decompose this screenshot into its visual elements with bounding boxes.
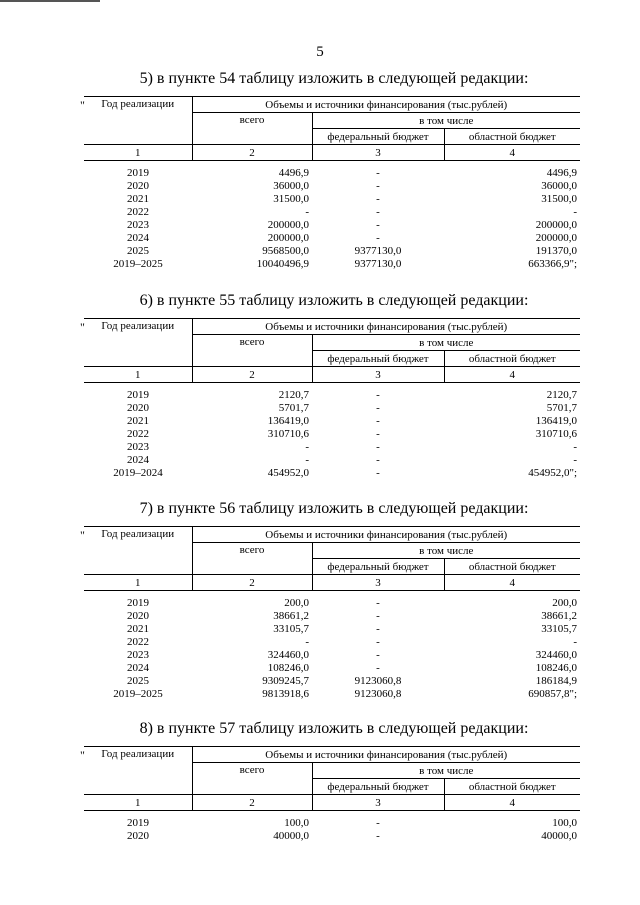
cell-federal: - bbox=[376, 402, 380, 414]
cell-total: 108246,0 bbox=[267, 662, 309, 674]
cell-total: 310710,6 bbox=[267, 428, 309, 440]
cell-regional: 40000,0 bbox=[541, 830, 578, 842]
header-total: всего bbox=[192, 763, 312, 795]
header-regional: областной бюджет bbox=[444, 351, 580, 367]
header-federal: федеральный бюджет bbox=[312, 351, 444, 367]
cell-federal: 9123060,8 bbox=[354, 675, 402, 687]
table-row bbox=[84, 817, 580, 830]
cell-federal: - bbox=[376, 817, 380, 829]
table-row bbox=[84, 167, 580, 180]
cell-year: 2023 bbox=[127, 649, 149, 661]
section-heading: 7) в пункте 56 таблицу изложить в следующей редакции: bbox=[139, 500, 529, 517]
cell-total: 5701,7 bbox=[278, 402, 309, 414]
cell-regional: 454952,0"; bbox=[528, 467, 578, 479]
opening-quote: " bbox=[80, 528, 85, 542]
header-federal: федеральный бюджет bbox=[312, 559, 444, 575]
cell-federal: - bbox=[376, 636, 380, 648]
cell-federal: - bbox=[376, 180, 380, 192]
cell-total: - bbox=[305, 636, 309, 648]
cell-total: 200,0 bbox=[284, 597, 309, 609]
table-row bbox=[84, 245, 580, 258]
cell-federal: - bbox=[376, 415, 380, 427]
table-row bbox=[84, 180, 580, 193]
header-year: Год реализации bbox=[84, 97, 192, 145]
cell-total: 4496,9 bbox=[278, 167, 309, 179]
cell-regional: 310710,6 bbox=[535, 428, 578, 440]
page-number: 5 bbox=[316, 44, 324, 60]
header-federal: федеральный бюджет bbox=[312, 129, 444, 145]
header-regional: областной бюджет bbox=[444, 129, 580, 145]
financing-table bbox=[84, 96, 580, 271]
section-heading: 5) в пункте 54 таблицу изложить в следующей редакции: bbox=[139, 70, 529, 87]
cell-regional: 200000,0 bbox=[535, 232, 578, 244]
header-volumes: Объемы и источники финансирования (тыс.рублей) bbox=[192, 319, 580, 335]
amendment-section bbox=[80, 292, 584, 480]
cell-total: 36000,0 bbox=[273, 180, 309, 192]
table-row bbox=[84, 389, 580, 402]
cell-federal: - bbox=[376, 167, 380, 179]
cell-federal: 9377130,0 bbox=[354, 245, 402, 257]
section-heading: 6) в пункте 55 таблицу изложить в следующей редакции: bbox=[139, 292, 529, 309]
cell-year: 2023 bbox=[127, 219, 149, 231]
cell-year: 2025 bbox=[127, 245, 149, 257]
header-including: в том числе bbox=[312, 113, 580, 129]
column-number: 2 bbox=[192, 575, 312, 591]
table-row bbox=[84, 402, 580, 415]
financing-table bbox=[84, 526, 580, 701]
cell-total: 9309245,7 bbox=[262, 675, 309, 687]
cell-regional: - bbox=[573, 454, 578, 466]
header-regional: областной бюджет bbox=[444, 559, 580, 575]
header-total: всего bbox=[192, 543, 312, 575]
cell-regional: 100,0 bbox=[552, 817, 578, 829]
column-number: 1 bbox=[84, 575, 192, 591]
table-row bbox=[84, 428, 580, 441]
column-number: 1 bbox=[84, 145, 192, 161]
cell-federal: - bbox=[376, 441, 380, 453]
cell-year: 2020 bbox=[127, 402, 149, 414]
cell-federal: - bbox=[376, 428, 380, 440]
amendment-section bbox=[80, 720, 584, 843]
scan-edge-line bbox=[0, 0, 100, 2]
cell-federal: - bbox=[376, 454, 380, 466]
table-row bbox=[84, 467, 580, 480]
column-number: 1 bbox=[84, 367, 192, 383]
cell-regional: 31500,0 bbox=[541, 193, 578, 205]
cell-year: 2019 bbox=[127, 167, 149, 179]
cell-total: 324460,0 bbox=[267, 649, 309, 661]
opening-quote: " bbox=[80, 748, 85, 762]
cell-regional: 690857,8"; bbox=[528, 688, 578, 700]
cell-year: 2021 bbox=[127, 415, 149, 427]
header-volumes: Объемы и источники финансирования (тыс.рублей) bbox=[192, 527, 580, 543]
cell-total: 2120,7 bbox=[278, 389, 309, 401]
cell-federal: - bbox=[376, 206, 380, 218]
cell-regional: 36000,0 bbox=[541, 180, 578, 192]
header-total: всего bbox=[192, 113, 312, 145]
cell-regional: 663366,9"; bbox=[528, 258, 578, 270]
table-row bbox=[84, 623, 580, 636]
cell-federal: - bbox=[376, 219, 380, 231]
column-number: 4 bbox=[444, 575, 580, 591]
cell-regional: 136419,0 bbox=[535, 415, 578, 427]
cell-regional: - bbox=[573, 206, 578, 218]
cell-year: 2023 bbox=[127, 441, 149, 453]
cell-federal: - bbox=[376, 193, 380, 205]
cell-year: 2021 bbox=[127, 193, 149, 205]
cell-year: 2022 bbox=[127, 428, 149, 440]
cell-regional: 38661,2 bbox=[541, 610, 578, 622]
table-row bbox=[84, 415, 580, 428]
header-year: Год реализации bbox=[84, 527, 192, 575]
cell-regional: 200,0 bbox=[552, 597, 578, 609]
table-row bbox=[84, 830, 580, 843]
table-row bbox=[84, 193, 580, 206]
table-row bbox=[84, 258, 580, 271]
cell-total: 200000,0 bbox=[267, 232, 309, 244]
cell-year: 2020 bbox=[127, 610, 149, 622]
cell-year: 2019–2025 bbox=[113, 258, 163, 270]
cell-regional: 4496,9 bbox=[546, 167, 578, 179]
cell-regional: 200000,0 bbox=[535, 219, 578, 231]
cell-regional: 186184,9 bbox=[535, 675, 578, 687]
cell-year: 2020 bbox=[127, 830, 149, 842]
table-row bbox=[84, 206, 580, 219]
cell-federal: - bbox=[376, 649, 380, 661]
cell-federal: - bbox=[376, 662, 380, 674]
cell-year: 2019–2025 bbox=[113, 688, 163, 700]
header-federal: федеральный бюджет bbox=[312, 779, 444, 795]
cell-year: 2024 bbox=[127, 232, 149, 244]
column-number: 3 bbox=[312, 145, 444, 161]
cell-regional: 324460,0 bbox=[535, 649, 578, 661]
cell-federal: - bbox=[376, 623, 380, 635]
amendment-section bbox=[80, 70, 584, 271]
cell-total: 454952,0 bbox=[267, 467, 309, 479]
cell-total: 9568500,0 bbox=[262, 245, 309, 257]
header-year: Год реализации bbox=[84, 319, 192, 367]
cell-federal: 9377130,0 bbox=[354, 258, 402, 270]
column-number: 4 bbox=[444, 145, 580, 161]
cell-total: - bbox=[305, 206, 309, 218]
cell-year: 2019 bbox=[127, 817, 149, 829]
column-number: 3 bbox=[312, 367, 444, 383]
cell-regional: - bbox=[573, 636, 578, 648]
cell-total: 31500,0 bbox=[273, 193, 309, 205]
cell-total: 38661,2 bbox=[273, 610, 309, 622]
cell-regional: 33105,7 bbox=[541, 623, 578, 635]
cell-total: - bbox=[305, 454, 309, 466]
cell-year: 2022 bbox=[127, 636, 149, 648]
section-heading: 8) в пункте 57 таблицу изложить в следующей редакции: bbox=[139, 720, 529, 737]
cell-federal: - bbox=[376, 610, 380, 622]
cell-regional: 191370,0 bbox=[535, 245, 578, 257]
cell-total: - bbox=[305, 441, 309, 453]
table-row bbox=[84, 662, 580, 675]
table-row bbox=[84, 597, 580, 610]
table-row bbox=[84, 610, 580, 623]
cell-year: 2019 bbox=[127, 389, 149, 401]
financing-table bbox=[84, 746, 580, 843]
column-number: 2 bbox=[192, 367, 312, 383]
cell-regional: - bbox=[573, 441, 578, 453]
cell-federal: - bbox=[376, 389, 380, 401]
column-number: 2 bbox=[192, 795, 312, 811]
cell-year: 2025 bbox=[127, 675, 149, 687]
opening-quote: " bbox=[80, 98, 85, 112]
cell-total: 200000,0 bbox=[267, 219, 309, 231]
column-number: 1 bbox=[84, 795, 192, 811]
header-including: в том числе bbox=[312, 335, 580, 351]
header-including: в том числе bbox=[312, 543, 580, 559]
cell-total: 9813918,6 bbox=[262, 688, 309, 700]
cell-year: 2024 bbox=[127, 662, 149, 674]
cell-total: 10040496,9 bbox=[256, 258, 309, 270]
header-year: Год реализации bbox=[84, 747, 192, 795]
cell-federal: 9123060,8 bbox=[354, 688, 402, 700]
cell-regional: 5701,7 bbox=[546, 402, 578, 414]
amendment-section bbox=[80, 500, 584, 701]
cell-regional: 2120,7 bbox=[546, 389, 578, 401]
cell-year: 2019 bbox=[127, 597, 149, 609]
header-volumes: Объемы и источники финансирования (тыс.рублей) bbox=[192, 747, 580, 763]
cell-year: 2024 bbox=[127, 454, 149, 466]
cell-year: 2021 bbox=[127, 623, 149, 635]
table-row bbox=[84, 636, 580, 649]
cell-federal: - bbox=[376, 830, 380, 842]
cell-year: 2020 bbox=[127, 180, 149, 192]
column-number: 4 bbox=[444, 795, 580, 811]
financing-table bbox=[84, 318, 580, 480]
opening-quote: " bbox=[80, 320, 85, 334]
table-row bbox=[84, 441, 580, 454]
column-number: 4 bbox=[444, 367, 580, 383]
cell-total: 100,0 bbox=[284, 817, 309, 829]
cell-federal: - bbox=[376, 232, 380, 244]
cell-federal: - bbox=[376, 467, 380, 479]
cell-total: 33105,7 bbox=[273, 623, 309, 635]
table-row bbox=[84, 649, 580, 662]
column-number: 2 bbox=[192, 145, 312, 161]
table-row bbox=[84, 454, 580, 467]
table-row bbox=[84, 219, 580, 232]
cell-total: 40000,0 bbox=[273, 830, 309, 842]
header-including: в том числе bbox=[312, 763, 580, 779]
table-row bbox=[84, 675, 580, 688]
header-volumes: Объемы и источники финансирования (тыс.рублей) bbox=[192, 97, 580, 113]
cell-federal: - bbox=[376, 597, 380, 609]
column-number: 3 bbox=[312, 795, 444, 811]
header-regional: областной бюджет bbox=[444, 779, 580, 795]
table-row bbox=[84, 232, 580, 245]
column-number: 3 bbox=[312, 575, 444, 591]
cell-total: 136419,0 bbox=[267, 415, 309, 427]
table-row bbox=[84, 688, 580, 701]
cell-year: 2022 bbox=[127, 206, 149, 218]
header-total: всего bbox=[192, 335, 312, 367]
cell-year: 2019–2024 bbox=[113, 467, 163, 479]
cell-regional: 108246,0 bbox=[535, 662, 578, 674]
